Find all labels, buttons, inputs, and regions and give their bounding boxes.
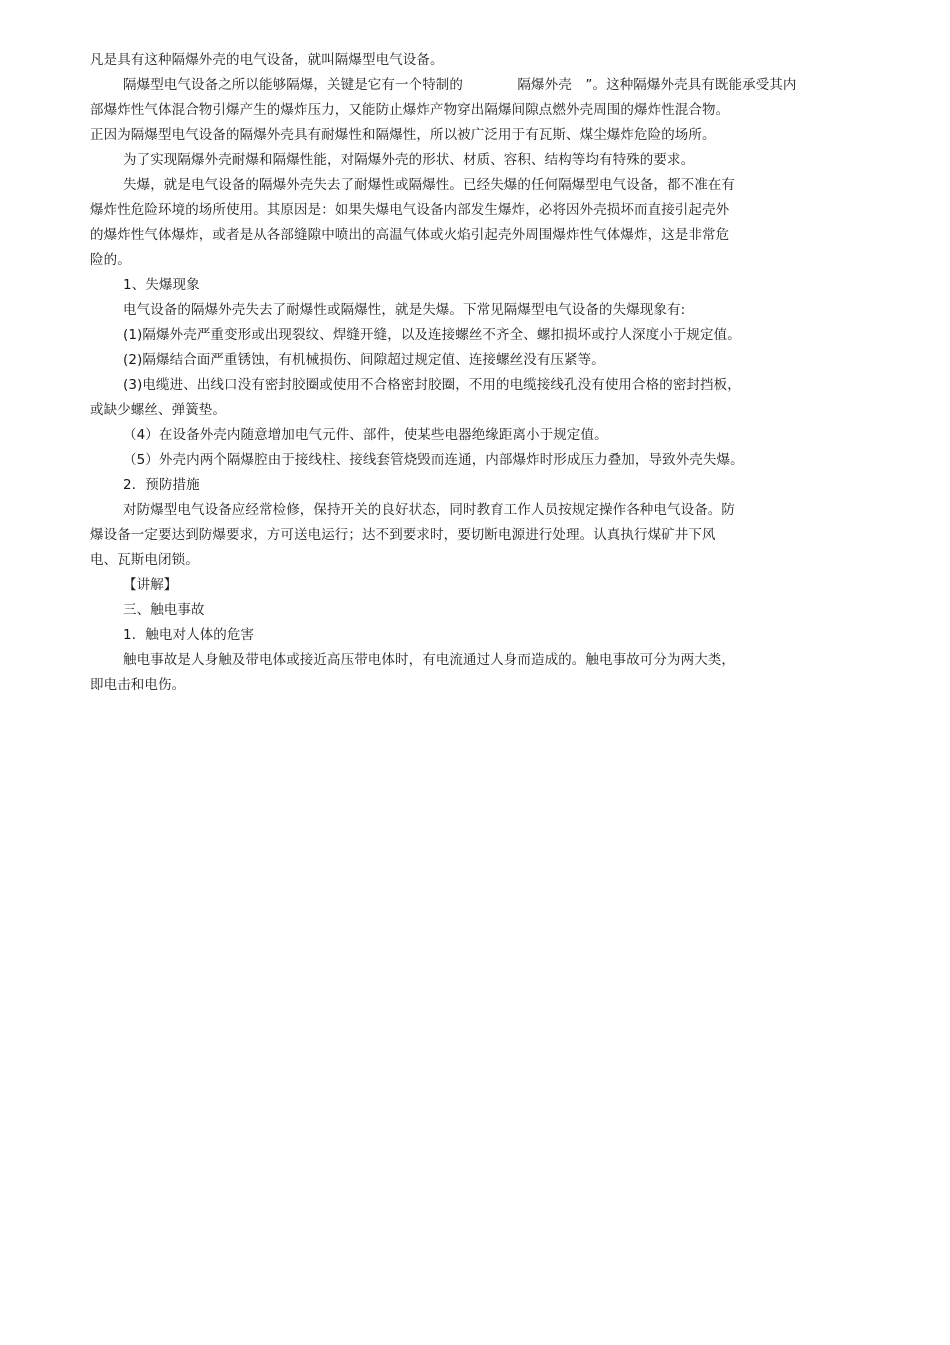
paragraph-line-6: 失爆，就是电气设备的隔爆外壳失去了耐爆性或隔爆性。已经失爆的任何隔爆型电气设备，都不准在有 — [123, 177, 735, 193]
explanation-label: 【讲解】 — [123, 577, 178, 593]
subsection-heading-1: 1．触电对人体的危害 — [123, 627, 255, 643]
paragraph-line-19: 对防爆型电气设备应经常检修，保持开关的良好状态，同时教育工作人员按规定操作各种电气设备。防 — [123, 502, 735, 518]
section-heading-2: 2．预防措施 — [123, 477, 200, 493]
paragraph-line-25: 触电事故是人身触及带电体或接近高压带电体时，有电流通过人身而造成的。触电事故可分为两大类， — [123, 652, 735, 668]
section-heading-1: 1、失爆现象 — [123, 277, 200, 293]
paragraph-line-4: 正因为隔爆型电气设备的隔爆外壳具有耐爆性和隔爆性，所以被广泛用于有瓦斯、煤尘爆炸危险的场所。 — [90, 127, 716, 143]
paragraph-line-9: 险的。 — [90, 252, 131, 268]
section-heading-3: 三、触电事故 — [123, 602, 205, 618]
paragraph-line-5: 为了实现隔爆外壳耐爆和隔爆性能，对隔爆外壳的形状、材质、容积、结构等均有特殊的要求。 — [123, 152, 695, 168]
paragraph-line-11: 电气设备的隔爆外壳失去了耐爆性或隔爆性，就是失爆。下常见隔爆型电气设备的失爆现象有: — [123, 302, 686, 318]
paragraph-line-1: 凡是具有这种隔爆外壳的电气设备，就叫隔爆型电气设备。 — [90, 52, 444, 68]
list-item-2: (2)隔爆结合面严重锈蚀，有机械损伤、间隙超过规定值、连接螺丝没有压紧等。 — [123, 352, 605, 368]
paragraph-line-2: 隔爆型电气设备之所以能够隔爆，关键是它有一个特制的 隔爆外壳 ”。这种隔爆外壳具有既能承受其内 — [123, 77, 797, 93]
list-item-5: （5）外壳内两个隔爆腔由于接线柱、接线套管烧毁而连通，内部爆炸时形成压力叠加，导致外壳失爆。 — [123, 452, 744, 468]
paragraph-line-3: 部爆炸性气体混合物引爆产生的爆炸压力，又能防止爆炸产物穿出隔爆间隙点燃外壳周围的爆炸性混合物。 — [90, 102, 730, 118]
list-item-3: (3)电缆进、出线口没有密封胶圈或使用不合格密封胶圈，不用的电缆接线孔没有使用合格的密封挡板， — [123, 377, 741, 393]
paragraph-line-26: 即电击和电伤。 — [90, 677, 186, 693]
list-item-4: （4）在设备外壳内随意增加电气元件、部件，使某些电器绝缘距离小于规定值。 — [123, 427, 608, 443]
list-item-3-continued: 或缺少螺丝、弹簧垫。 — [90, 402, 226, 418]
list-item-1: (1)隔爆外壳严重变形或出现裂纹、焊缝开缝，以及连接螺丝不齐全、螺扣损坏或拧人深度小于规定值。 — [123, 327, 741, 343]
paragraph-line-8: 的爆炸性气体爆炸，或者是从各部缝隙中喷出的高温气体或火焰引起壳外周围爆炸性气体爆炸，这是非常危 — [90, 227, 730, 243]
paragraph-line-7: 爆炸性危险环境的场所使用。其原因是：如果失爆电气设备内部发生爆炸，必将因外壳损坏而直接引起壳外 — [90, 202, 730, 218]
paragraph-line-20: 爆设备一定要达到防爆要求，方可送电运行；达不到要求时，要切断电源进行处理。认真执行煤矿井下风 — [90, 527, 716, 543]
paragraph-line-21: 电、瓦斯电闭锁。 — [90, 552, 199, 568]
